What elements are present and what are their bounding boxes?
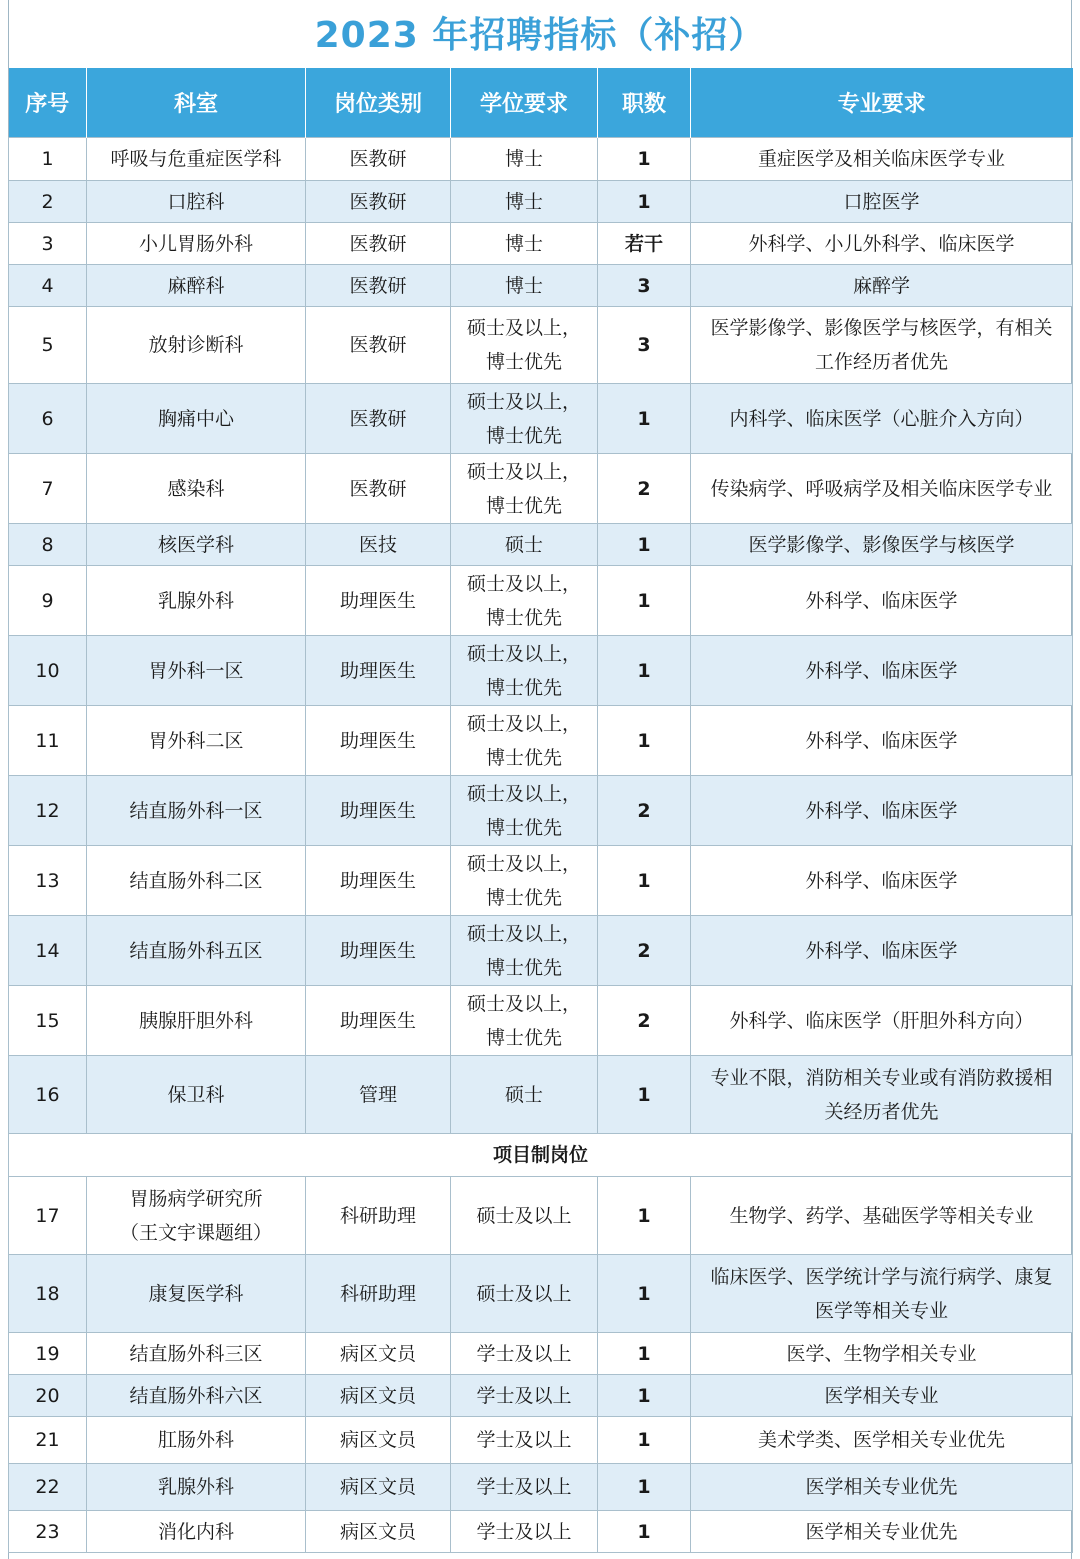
row-number: 10 — [9, 636, 87, 706]
degree-cell-line: 硕士及以上， — [466, 852, 581, 875]
category-cell: 助理医生 — [306, 846, 451, 916]
department-cell — [87, 916, 306, 986]
count-cell: 若干 — [598, 223, 691, 265]
department-cell-line: （王文宇课题组） — [119, 1221, 272, 1244]
row-number: 4 — [9, 265, 87, 307]
department-cell-line: 麻醉科 — [167, 274, 225, 297]
major-cell — [691, 384, 1073, 454]
category-cell: 科研助理 — [306, 1177, 451, 1255]
degree-cell — [451, 1333, 598, 1375]
category-cell: 助理医生 — [306, 636, 451, 706]
degree-cell — [451, 1255, 598, 1333]
department-cell — [87, 265, 306, 307]
table-row — [9, 524, 1073, 566]
major-cell — [691, 566, 1073, 636]
count-cell: 3 — [598, 265, 691, 307]
row-number: 15 — [9, 986, 87, 1056]
department-cell — [87, 1333, 306, 1375]
major-cell-line: 关经历者优先 — [824, 1100, 939, 1123]
table-row — [9, 1255, 1073, 1333]
category-cell: 助理医生 — [306, 916, 451, 986]
degree-cell — [451, 986, 598, 1056]
row-number: 16 — [9, 1056, 87, 1134]
degree-cell-line: 硕士及以上， — [466, 390, 581, 413]
major-cell — [691, 1417, 1073, 1464]
degree-cell — [451, 524, 598, 566]
degree-cell — [451, 1177, 598, 1255]
major-cell — [691, 986, 1073, 1056]
department-cell-line: 胰腺肝胆外科 — [138, 1009, 253, 1032]
department-cell-line: 呼吸与危重症医学科 — [110, 148, 282, 170]
degree-cell-line: 博士优先 — [485, 1026, 562, 1049]
degree-cell-line: 博士优先 — [485, 886, 562, 909]
department-cell — [87, 384, 306, 454]
count-cell: 2 — [598, 986, 691, 1056]
major-cell-line: 临床医学、医学统计学与流行病学、康复 — [710, 1265, 1053, 1288]
row-number: 8 — [9, 524, 87, 566]
department-cell — [87, 1255, 306, 1333]
major-cell — [691, 265, 1073, 307]
major-cell-line: 外科学、临床医学 — [805, 729, 958, 752]
major-cell — [691, 1056, 1073, 1134]
count-cell: 1 — [598, 1333, 691, 1375]
degree-cell-line: 硕士及以上， — [466, 782, 581, 805]
degree-cell-line: 博士 — [504, 148, 543, 170]
department-cell — [87, 846, 306, 916]
row-number: 13 — [9, 846, 87, 916]
degree-cell-line: 博士优先 — [485, 351, 562, 373]
major-cell-line: 医学等相关专业 — [814, 1299, 948, 1322]
degree-cell — [451, 1511, 598, 1553]
table-row — [9, 223, 1073, 265]
count-cell: 1 — [598, 566, 691, 636]
department-cell-line: 胸痛中心 — [157, 407, 234, 430]
category-cell: 病区文员 — [306, 1375, 451, 1417]
department-cell-line: 结直肠外科六区 — [129, 1384, 263, 1407]
table-row — [9, 138, 1073, 181]
department-cell-line: 消化内科 — [157, 1520, 234, 1543]
degree-cell — [451, 181, 598, 223]
degree-cell-line: 学士及以上 — [476, 1476, 572, 1498]
table-row — [9, 1511, 1073, 1553]
major-cell-line: 工作经历者优先 — [814, 351, 948, 373]
department-cell — [87, 636, 306, 706]
table-row — [9, 636, 1073, 706]
degree-cell — [451, 636, 598, 706]
department-cell — [87, 454, 306, 524]
department-cell — [87, 1177, 306, 1255]
degree-cell-line: 学士及以上 — [476, 1429, 572, 1451]
department-cell-line: 感染科 — [167, 477, 225, 500]
row-number: 2 — [9, 181, 87, 223]
major-cell-line: 外科学、临床医学 — [805, 799, 958, 822]
major-cell-line: 医学相关专业优先 — [805, 1520, 958, 1543]
row-number: 17 — [9, 1177, 87, 1255]
count-cell: 2 — [598, 916, 691, 986]
table-row — [9, 986, 1073, 1056]
row-number: 20 — [9, 1375, 87, 1417]
department-cell-line: 康复医学科 — [148, 1282, 244, 1305]
department-cell-line: 肛肠外科 — [157, 1429, 234, 1451]
department-cell-line: 结直肠外科二区 — [129, 869, 263, 892]
degree-cell — [451, 916, 598, 986]
degree-cell — [451, 1056, 598, 1134]
major-cell — [691, 223, 1073, 265]
category-cell: 科研助理 — [306, 1255, 451, 1333]
major-cell-line: 医学影像学、影像医学与核医学，有相关 — [710, 317, 1053, 339]
degree-cell-line: 博士优先 — [485, 494, 562, 517]
major-cell — [691, 776, 1073, 846]
degree-cell-line: 硕士及以上 — [476, 1204, 572, 1227]
major-cell — [691, 454, 1073, 524]
department-cell-line: 结直肠外科一区 — [129, 799, 263, 822]
row-number: 18 — [9, 1255, 87, 1333]
major-cell — [691, 307, 1073, 384]
table-row — [9, 1177, 1073, 1255]
major-cell-line: 美术学类、医学相关专业优先 — [757, 1429, 1005, 1451]
count-cell: 1 — [598, 384, 691, 454]
department-cell — [87, 1056, 306, 1134]
degree-cell-line: 硕士及以上， — [466, 460, 581, 483]
major-cell-line: 医学、生物学相关专业 — [786, 1342, 977, 1365]
degree-cell-line: 硕士及以上 — [476, 1282, 572, 1305]
row-number: 14 — [9, 916, 87, 986]
degree-cell-line: 博士 — [504, 232, 543, 255]
category-cell: 医教研 — [306, 265, 451, 307]
department-cell — [87, 986, 306, 1056]
degree-cell-line: 博士优先 — [485, 746, 562, 769]
major-cell — [691, 706, 1073, 776]
count-cell: 1 — [598, 1464, 691, 1511]
row-number: 21 — [9, 1417, 87, 1464]
department-cell-line: 胃外科二区 — [148, 729, 244, 752]
department-cell-line: 乳腺外科 — [157, 1476, 234, 1498]
major-cell-line: 外科学、临床医学 — [805, 939, 958, 962]
department-cell-line: 核医学科 — [157, 533, 234, 556]
row-number: 11 — [9, 706, 87, 776]
count-cell: 1 — [598, 1511, 691, 1553]
department-cell-line: 胃肠病学研究所 — [129, 1187, 263, 1210]
table-row — [9, 846, 1073, 916]
count-cell: 1 — [598, 636, 691, 706]
degree-cell-line: 学士及以上 — [476, 1520, 572, 1543]
department-cell — [87, 1375, 306, 1417]
row-number: 9 — [9, 566, 87, 636]
degree-cell — [451, 1417, 598, 1464]
major-cell — [691, 1464, 1073, 1511]
degree-cell-line: 博士优先 — [485, 956, 562, 979]
header-no: 序号 — [9, 68, 87, 138]
degree-cell-line: 博士优先 — [485, 676, 562, 699]
table-row — [9, 916, 1073, 986]
department-cell — [87, 307, 306, 384]
table-row — [9, 307, 1073, 384]
count-cell: 1 — [598, 181, 691, 223]
table-row — [9, 1333, 1073, 1375]
degree-cell-line: 博士优先 — [485, 606, 562, 629]
major-cell — [691, 916, 1073, 986]
count-cell: 2 — [598, 776, 691, 846]
table-row — [9, 181, 1073, 223]
major-cell-line: 外科学、临床医学 — [805, 659, 958, 682]
major-cell — [691, 1177, 1073, 1255]
department-cell-line: 结直肠外科三区 — [129, 1342, 263, 1365]
table-row — [9, 384, 1073, 454]
category-cell: 管理 — [306, 1056, 451, 1134]
category-cell: 医教研 — [306, 454, 451, 524]
department-cell — [87, 1417, 306, 1464]
count-cell: 1 — [598, 1375, 691, 1417]
category-cell: 医技 — [306, 524, 451, 566]
major-cell-line: 重症医学及相关临床医学专业 — [757, 148, 1005, 170]
category-cell: 助理医生 — [306, 986, 451, 1056]
degree-cell-line: 硕士 — [504, 1083, 543, 1106]
degree-cell — [451, 265, 598, 307]
department-cell — [87, 776, 306, 846]
row-number: 19 — [9, 1333, 87, 1375]
table-row — [9, 776, 1073, 846]
count-cell: 1 — [598, 1255, 691, 1333]
row-number: 1 — [9, 138, 87, 181]
department-cell — [87, 1464, 306, 1511]
major-cell-line: 外科学、小儿外科学、临床医学 — [748, 232, 1015, 255]
degree-cell — [451, 566, 598, 636]
major-cell-line: 医学相关专业 — [824, 1384, 939, 1407]
category-cell: 病区文员 — [306, 1511, 451, 1553]
major-cell-line: 外科学、临床医学 — [805, 869, 958, 892]
header-category: 岗位类别 — [306, 68, 451, 138]
major-cell-line: 专业不限，消防相关专业或有消防救援相 — [710, 1066, 1053, 1089]
table-row — [9, 566, 1073, 636]
table-row — [9, 454, 1073, 524]
major-cell-line: 口腔医学 — [843, 190, 920, 213]
count-cell: 1 — [598, 706, 691, 776]
department-cell-line: 乳腺外科 — [157, 589, 234, 612]
category-cell: 助理医生 — [306, 776, 451, 846]
major-cell — [691, 846, 1073, 916]
table-row — [9, 265, 1073, 307]
row-number: 23 — [9, 1511, 87, 1553]
department-cell — [87, 138, 306, 181]
category-cell: 医教研 — [306, 181, 451, 223]
degree-cell-line: 学士及以上 — [476, 1384, 572, 1407]
category-cell: 助理医生 — [306, 566, 451, 636]
major-cell-line: 外科学、临床医学（肝胆外科方向） — [729, 1009, 1034, 1032]
recruitment-table — [8, 68, 1073, 1553]
page-title: 2023 年招聘指标（补招） — [314, 15, 766, 56]
category-cell: 病区文员 — [306, 1417, 451, 1464]
department-cell-line: 保卫科 — [167, 1083, 225, 1106]
category-cell: 病区文员 — [306, 1464, 451, 1511]
degree-cell — [451, 307, 598, 384]
count-cell: 1 — [598, 138, 691, 181]
table-row — [9, 1375, 1073, 1417]
row-number: 12 — [9, 776, 87, 846]
degree-cell-line: 硕士及以上， — [466, 922, 581, 945]
major-cell — [691, 524, 1073, 566]
table-row — [9, 1056, 1073, 1134]
department-cell — [87, 223, 306, 265]
table-header-row — [9, 68, 1073, 138]
header-degree: 学位要求 — [451, 68, 598, 138]
count-cell: 1 — [598, 524, 691, 566]
degree-cell-line: 硕士 — [504, 533, 543, 556]
department-cell-line: 胃外科一区 — [148, 659, 244, 682]
degree-cell-line: 硕士及以上， — [466, 712, 581, 735]
degree-cell — [451, 454, 598, 524]
degree-cell — [451, 776, 598, 846]
category-cell: 病区文员 — [306, 1333, 451, 1375]
major-cell — [691, 636, 1073, 706]
degree-cell-line: 硕士及以上， — [466, 642, 581, 665]
department-cell — [87, 524, 306, 566]
degree-cell-line: 硕士及以上， — [466, 317, 581, 339]
header-major: 专业要求 — [691, 68, 1073, 138]
department-cell — [87, 706, 306, 776]
table-row — [9, 1464, 1073, 1511]
count-cell: 3 — [598, 307, 691, 384]
category-cell: 医教研 — [306, 223, 451, 265]
degree-cell-line: 博士 — [504, 190, 543, 213]
major-cell — [691, 1333, 1073, 1375]
row-number: 7 — [9, 454, 87, 524]
count-cell: 2 — [598, 454, 691, 524]
row-number: 3 — [9, 223, 87, 265]
degree-cell — [451, 706, 598, 776]
row-number: 5 — [9, 307, 87, 384]
department-cell-line: 口腔科 — [167, 190, 225, 213]
category-cell: 助理医生 — [306, 706, 451, 776]
table-row — [9, 1417, 1073, 1464]
category-cell: 医教研 — [306, 138, 451, 181]
degree-cell-line: 博士优先 — [485, 816, 562, 839]
count-cell: 1 — [598, 1417, 691, 1464]
department-cell — [87, 566, 306, 636]
major-cell-line: 医学影像学、影像医学与核医学 — [748, 533, 1015, 556]
count-cell: 1 — [598, 846, 691, 916]
category-cell: 医教研 — [306, 384, 451, 454]
major-cell-line: 传染病学、呼吸病学及相关临床医学专业 — [710, 477, 1053, 500]
department-cell-line: 结直肠外科五区 — [129, 939, 263, 962]
row-number: 6 — [9, 384, 87, 454]
major-cell-line: 内科学、临床医学（心脏介入方向） — [729, 407, 1034, 430]
major-cell — [691, 1375, 1073, 1417]
degree-cell-line: 学士及以上 — [476, 1342, 572, 1365]
degree-cell — [451, 1375, 598, 1417]
major-cell-line: 生物学、药学、基础医学等相关专业 — [729, 1204, 1034, 1227]
row-number: 22 — [9, 1464, 87, 1511]
section-label: 项目制岗位 — [9, 1134, 1073, 1177]
major-cell — [691, 1511, 1073, 1553]
header-count: 职数 — [598, 68, 691, 138]
department-cell-line: 放射诊断科 — [148, 334, 244, 356]
major-cell — [691, 1255, 1073, 1333]
department-cell-line: 小儿胃肠外科 — [138, 232, 253, 255]
department-cell — [87, 1511, 306, 1553]
degree-cell — [451, 223, 598, 265]
header-department: 科室 — [87, 68, 306, 138]
department-cell — [87, 181, 306, 223]
table-row — [9, 706, 1073, 776]
count-cell: 1 — [598, 1177, 691, 1255]
degree-cell — [451, 138, 598, 181]
degree-cell — [451, 384, 598, 454]
section-row — [9, 1134, 1073, 1177]
major-cell-line: 外科学、临床医学 — [805, 589, 958, 612]
major-cell-line: 医学相关专业优先 — [805, 1476, 958, 1498]
major-cell — [691, 138, 1073, 181]
degree-cell — [451, 1464, 598, 1511]
count-cell: 1 — [598, 1056, 691, 1134]
major-cell — [691, 181, 1073, 223]
major-cell-line: 麻醉学 — [852, 274, 910, 297]
degree-cell-line: 硕士及以上， — [466, 572, 581, 595]
degree-cell-line: 硕士及以上， — [466, 992, 581, 1015]
degree-cell-line: 博士 — [504, 274, 543, 297]
degree-cell — [451, 846, 598, 916]
category-cell: 医教研 — [306, 307, 451, 384]
degree-cell-line: 博士优先 — [485, 424, 562, 447]
